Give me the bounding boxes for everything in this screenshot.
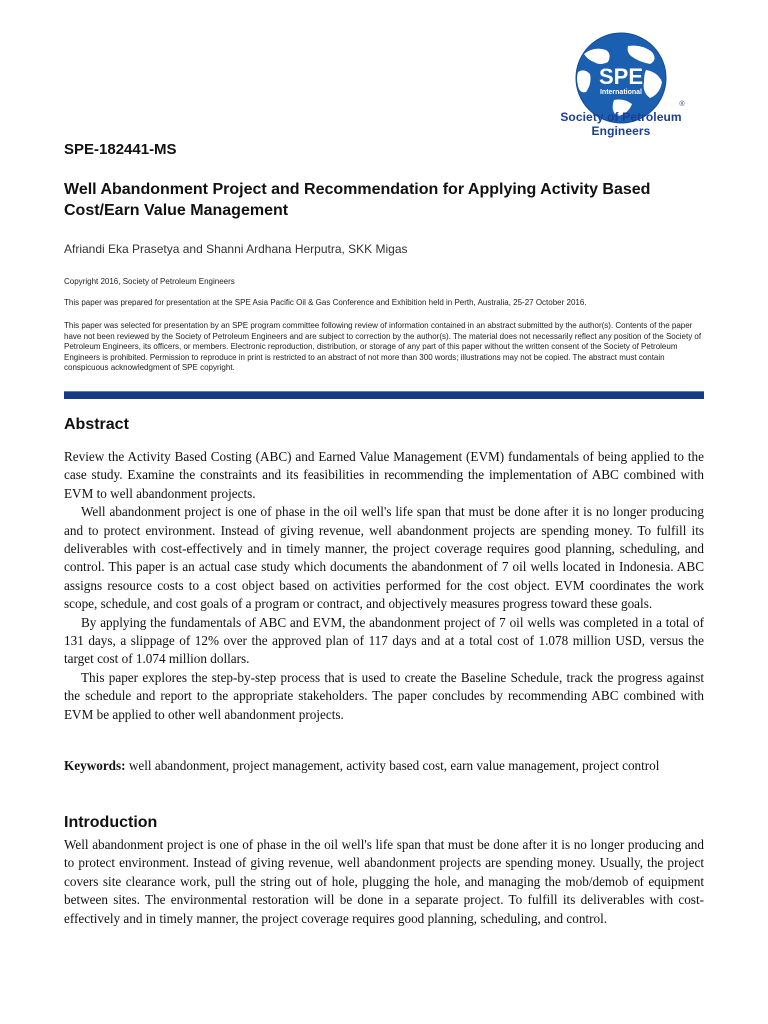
abstract-paragraph: By applying the fundamentals of ABC and EVM, the abandonment project of 7 oil wells was completed in a total of 131 days, a slippage of 12% over the approved plan of 117 days and at a total cost of 1.078 million USD, versus the target cost of 1.074 million dollars. [64, 614, 704, 667]
logo-sub: International [599, 89, 643, 96]
paper-title: Well Abandonment Project and Recommendation for Applying Activity Based Cost/Earn Value Management [64, 181, 651, 219]
abstract-heading: Abstract [64, 416, 129, 433]
logo-acronym: SPE [598, 64, 644, 89]
abstract-paragraph: Review the Activity Based Costing (ABC) and Earned Value Management (EVM) fundamentals of being applied to the case study. Examine the constraints and its feasibilities in recommending the implementation of ABC combined with EVM to well abandonment projects. [64, 449, 704, 501]
keywords [64, 757, 704, 775]
header-divider [64, 391, 704, 399]
presentation-note: This paper was prepared for presentation at the SPE Asia Pacific Oil & Gas Conference and Exhibition held in Perth, Australia, 25-27 October 2016. [64, 298, 587, 307]
registered-mark: ® [679, 101, 685, 108]
abstract-body [64, 448, 704, 724]
abstract-paragraph: Well abandonment project is one of phase in the oil well's life span that must be done after it is no longer producing and to protect environment. Instead of giving revenue, well abandonment projects are spending money. To fulfill its deliverables with cost-effectively and in timely manner, the project coverage requires good planning, scheduling, and control. This paper is an actual case study which documents the abandonment of 7 oil wells located in Indonesia. ABC assigns resource costs to a cost object based on activities performed for the cost object. EVM coordinates the work scope, schedule, and cost goals of a program or contract, and objectively measures progress toward these goals. [64, 504, 704, 612]
keywords-text: well abandonment, project management, activity based cost, earn value management, project control [125, 758, 660, 773]
authors: Afriandi Eka Prasetya and Shanni Ardhana Herputra, SKK Migas [64, 242, 408, 256]
paper-id: SPE-182441-MS [64, 141, 177, 158]
selection-note: This paper was selected for presentation by an SPE program committee following review of information contained in an abstract submitted by the author(s). Contents of the paper have not been reviewed by the Society of Petroleum Engineers and are subject to correction by the author(s). The material does not necessarily reflect any position of the Society of Petroleum Engineers, its officers, or members. Electronic reproduction, distribution, or storage of any part of this paper without the written consent of the Society of Petroleum Engineers is prohibited. Permission to reproduce in print is restricted to an abstract of not more than 300 words; illustrations may not be copied. The abstract must contain conspicuous acknowledgment of SPE copyright. [64, 321, 702, 373]
society-name: Society of Petroleum Engineers [560, 110, 682, 138]
keywords-label: Keywords: [64, 758, 126, 773]
introduction-paragraph: Well abandonment project is one of phase in the oil well's life span that must be done after it is no longer producing and to protect environment. Instead of giving revenue, well abandonment projects are spending money. Usually, the project covers site clearance work, pull the string out of hole, plugging the hole, and managing the mob/demob of equipment between sites. The environmental restoration will be done in a separate project. To fulfill its deliverables with cost-effectively and in timely manner, the project coverage requires good planning, scheduling, and control. [64, 837, 704, 926]
introduction-heading: Introduction [64, 814, 158, 831]
abstract-paragraph: This paper explores the step-by-step process that is used to create the Baseline Schedule, track the progress against the schedule and report to the appropriate stakeholders. The paper concludes by recommending ABC combined with EVM be applied to other well abandonment projects. [64, 669, 704, 722]
copyright-line: Copyright 2016, Society of Petroleum Engineers [64, 277, 235, 286]
